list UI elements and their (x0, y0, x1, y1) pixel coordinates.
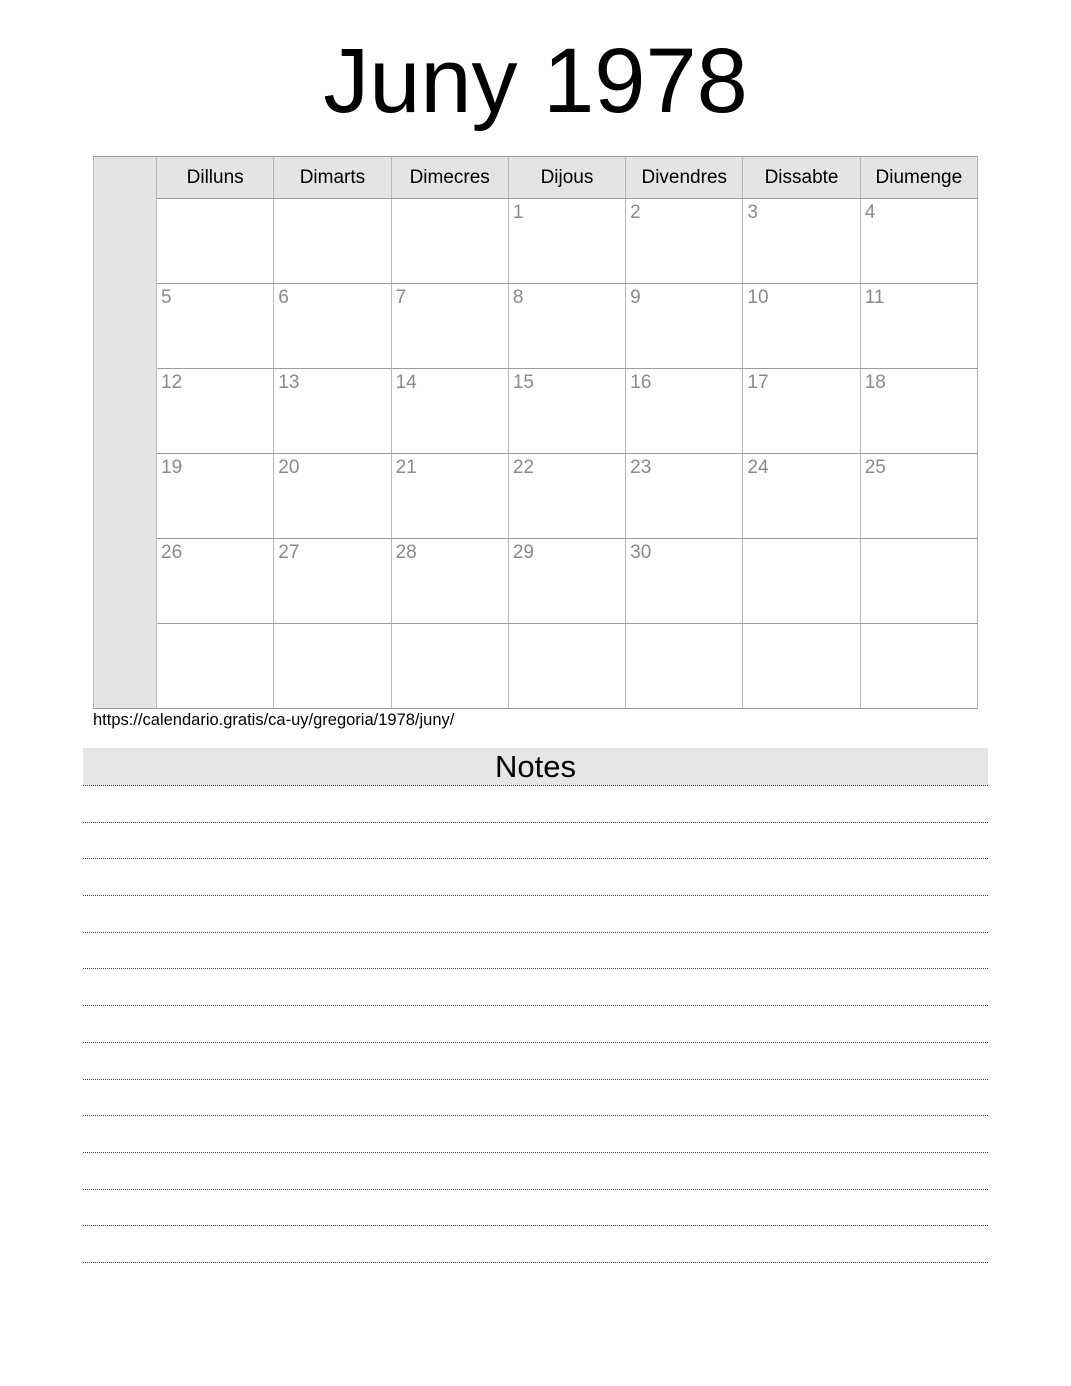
calendar-week-row (94, 199, 978, 284)
note-line (83, 1153, 988, 1190)
note-line (83, 1080, 988, 1117)
day-header-dissabte: Dissabte (743, 157, 860, 199)
day-cell-12: 12 (157, 369, 274, 454)
day-cell-empty (157, 199, 274, 284)
notes-lines (83, 786, 988, 1263)
day-cell-27: 27 (274, 539, 391, 624)
day-cell-14: 14 (391, 369, 508, 454)
day-cell-25: 25 (860, 454, 977, 539)
day-cell-10: 10 (743, 284, 860, 369)
day-header-diumenge: Diumenge (860, 157, 977, 199)
day-cell-29: 29 (508, 539, 625, 624)
note-line (83, 1116, 988, 1153)
day-cell-1: 1 (508, 199, 625, 284)
day-header-dilluns: Dilluns (157, 157, 274, 199)
note-line (83, 859, 988, 896)
week-number-column (94, 157, 157, 709)
day-cell-empty (626, 624, 743, 709)
calendar-table (93, 156, 978, 709)
note-line (83, 823, 988, 860)
day-header-dimecres: Dimecres (391, 157, 508, 199)
day-cell-empty (391, 199, 508, 284)
day-cell-4: 4 (860, 199, 977, 284)
day-header-divendres: Divendres (626, 157, 743, 199)
calendar-week-row (94, 454, 978, 539)
calendar-body (94, 157, 978, 709)
notes-title: Notes (495, 748, 576, 784)
day-cell-empty (391, 624, 508, 709)
day-cell-19: 19 (157, 454, 274, 539)
day-cell-empty (274, 199, 391, 284)
day-cell-30: 30 (626, 539, 743, 624)
note-line (83, 1043, 988, 1080)
day-cell-6: 6 (274, 284, 391, 369)
day-cell-7: 7 (391, 284, 508, 369)
day-cell-24: 24 (743, 454, 860, 539)
calendar-header-row (94, 157, 978, 199)
day-cell-21: 21 (391, 454, 508, 539)
note-line (83, 933, 988, 970)
day-cell-empty (743, 624, 860, 709)
calendar-week-row (94, 369, 978, 454)
day-cell-13: 13 (274, 369, 391, 454)
day-cell-20: 20 (274, 454, 391, 539)
day-cell-empty (508, 624, 625, 709)
day-cell-9: 9 (626, 284, 743, 369)
note-line (83, 1006, 988, 1043)
day-cell-3: 3 (743, 199, 860, 284)
day-cell-23: 23 (626, 454, 743, 539)
day-cell-16: 16 (626, 369, 743, 454)
notes-header (83, 748, 988, 786)
day-header-dimarts: Dimarts (274, 157, 391, 199)
source-url: https://calendario.gratis/ca-uy/gregoria/1978/juny/ (93, 711, 455, 729)
calendar-week-row (94, 539, 978, 624)
note-line (83, 969, 988, 1006)
day-cell-26: 26 (157, 539, 274, 624)
day-cell-22: 22 (508, 454, 625, 539)
day-cell-empty (860, 539, 977, 624)
calendar-week-row (94, 624, 978, 709)
day-cell-11: 11 (860, 284, 977, 369)
day-cell-18: 18 (860, 369, 977, 454)
note-line (83, 896, 988, 933)
day-cell-2: 2 (626, 199, 743, 284)
day-cell-empty (157, 624, 274, 709)
note-line (83, 1190, 988, 1227)
note-line (83, 786, 988, 823)
day-cell-5: 5 (157, 284, 274, 369)
day-cell-17: 17 (743, 369, 860, 454)
day-cell-empty (743, 539, 860, 624)
day-cell-15: 15 (508, 369, 625, 454)
day-cell-8: 8 (508, 284, 625, 369)
day-header-dijous: Dijous (508, 157, 625, 199)
day-cell-empty (860, 624, 977, 709)
day-cell-28: 28 (391, 539, 508, 624)
calendar-week-row (94, 284, 978, 369)
note-line (83, 1226, 988, 1263)
page-title: Juny 1978 (323, 30, 748, 132)
day-cell-empty (274, 624, 391, 709)
